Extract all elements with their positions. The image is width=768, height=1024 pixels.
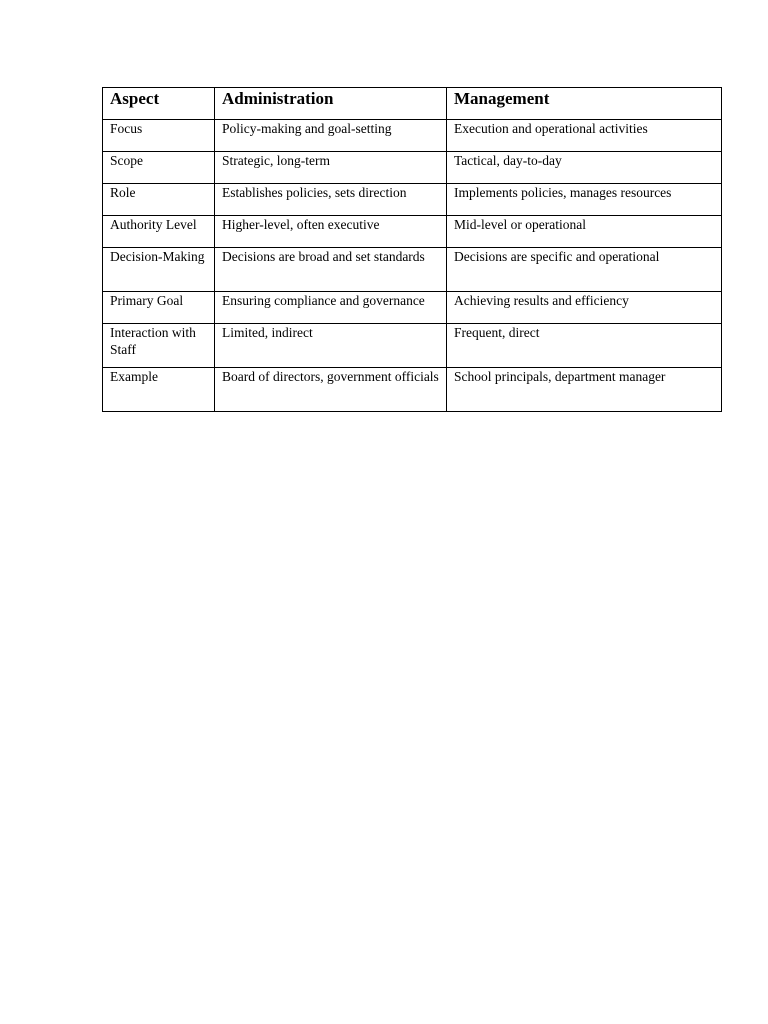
table-row <box>103 184 722 216</box>
administration-cell: Strategic, long-term <box>215 152 447 184</box>
management-cell: School principals, department manager <box>447 368 722 412</box>
administration-cell: Limited, indirect <box>215 324 447 368</box>
management-cell: Frequent, direct <box>447 324 722 368</box>
aspect-cell: Scope <box>103 152 215 184</box>
management-cell: Decisions are specific and operational <box>447 248 722 292</box>
management-cell: Execution and operational activities <box>447 120 722 152</box>
comparison-table <box>102 87 722 412</box>
administration-cell: Decisions are broad and set standards <box>215 248 447 292</box>
aspect-cell: Example <box>103 368 215 412</box>
administration-cell: Ensuring compliance and governance <box>215 292 447 324</box>
table-row <box>103 368 722 412</box>
aspect-cell: Authority Level <box>103 216 215 248</box>
aspect-cell: Interaction with Staff <box>103 324 215 368</box>
aspect-cell: Focus <box>103 120 215 152</box>
management-cell: Achieving results and efficiency <box>447 292 722 324</box>
aspect-cell: Role <box>103 184 215 216</box>
table-row <box>103 216 722 248</box>
administration-cell: Establishes policies, sets direction <box>215 184 447 216</box>
administration-cell: Board of directors, government officials <box>215 368 447 412</box>
table-row <box>103 152 722 184</box>
table-row <box>103 324 722 368</box>
table-row <box>103 248 722 292</box>
aspect-cell: Primary Goal <box>103 292 215 324</box>
table-row <box>103 292 722 324</box>
table-row <box>103 120 722 152</box>
administration-cell: Policy-making and goal-setting <box>215 120 447 152</box>
header-management: Management <box>447 88 722 120</box>
header-administration: Administration <box>215 88 447 120</box>
aspect-cell: Decision-Making <box>103 248 215 292</box>
management-cell: Mid-level or operational <box>447 216 722 248</box>
management-cell: Tactical, day-to-day <box>447 152 722 184</box>
header-aspect: Aspect <box>103 88 215 120</box>
table-header-row <box>103 88 722 120</box>
administration-cell: Higher-level, often executive <box>215 216 447 248</box>
management-cell: Implements policies, manages resources <box>447 184 722 216</box>
